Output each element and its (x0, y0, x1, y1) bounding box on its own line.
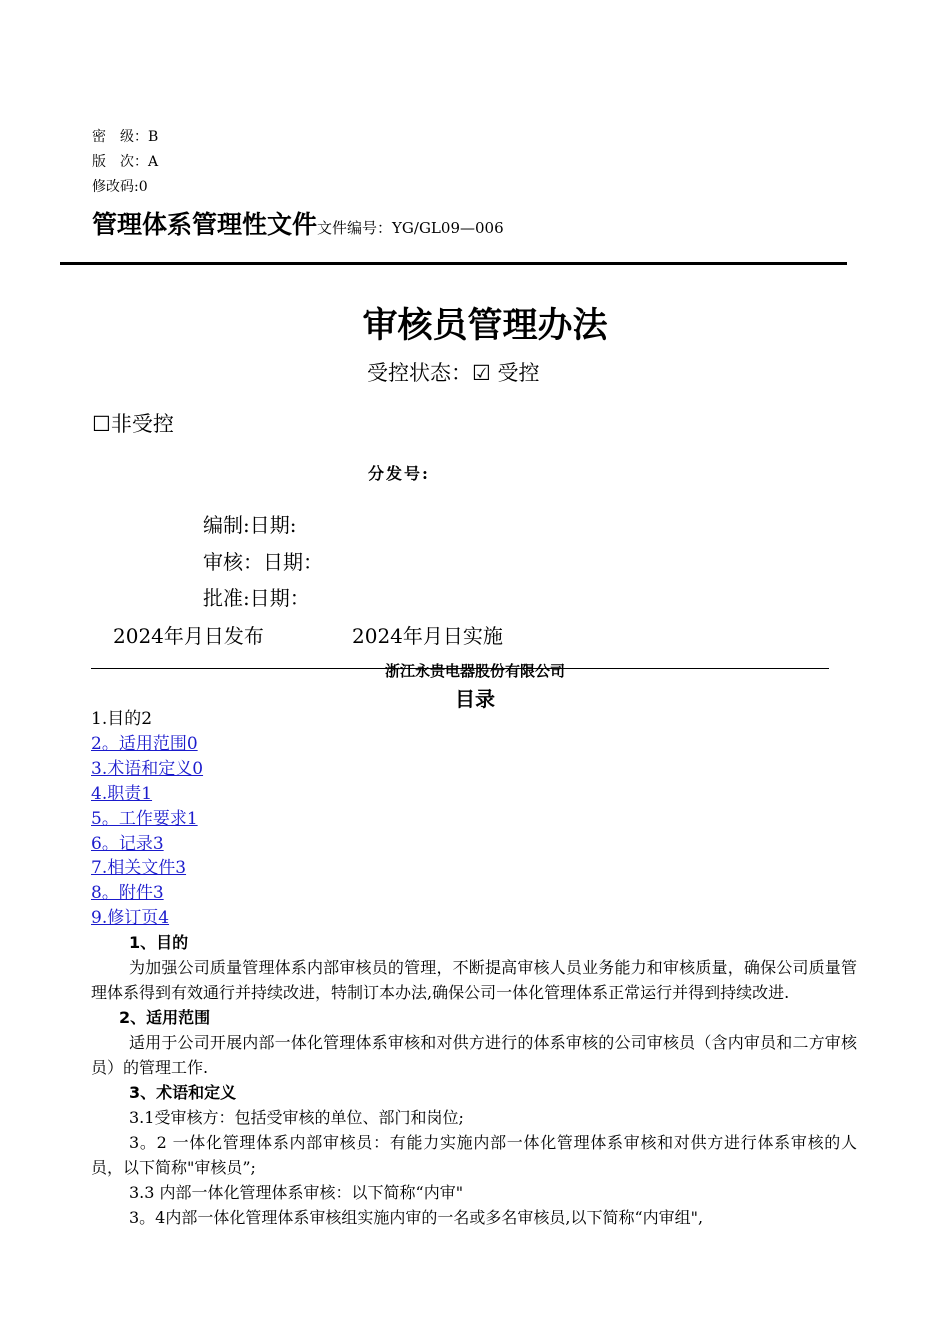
toc-item-purpose: 1.目的2 (91, 709, 153, 729)
toc-link-scope[interactable]: 2。适用范围0 (91, 733, 198, 754)
term-3-1: 3.1受审核方：包括受审核的单位、部门和岗位; (129, 1108, 464, 1127)
approved-by: 批准:日期： (203, 586, 310, 610)
toc-link-duties[interactable]: 4.职责1 (91, 783, 153, 804)
page-title: 审核员管理办法 (362, 306, 608, 346)
distribution-number: 分发号: (368, 464, 430, 483)
toc-link-attachments[interactable]: 8。附件3 (91, 883, 164, 904)
term-3-3: 3.3 内部一体化管理体系审核：以下简称“内审" (129, 1183, 464, 1202)
header-divider (60, 262, 847, 265)
toc-item[interactable] (91, 757, 203, 782)
effective-date: 2024年月日实施 (352, 624, 503, 648)
section-text-purpose: 为加强公司质量管理体系内部审核员的管理，不断提高审核人员业务能力和审核质量，确保公司质量管理体系得到有效通行并持续改进，特制订本办法,确保公司一体化管理体系正常运行并得到持续改进. (91, 958, 857, 1002)
document-number: 文件编号：YG/GL09—006 (317, 219, 504, 237)
document-type: 管理体系管理性文件 (92, 210, 318, 239)
section-heading-terms: 3、术语和定义 (129, 1083, 237, 1102)
revision-code: 修改码:0 (92, 179, 148, 195)
toc-item[interactable] (91, 856, 203, 881)
uncontrolled-checkbox: ☐非受控 (92, 412, 174, 436)
toc-link-revision-page[interactable]: 9.修订页4 (91, 908, 170, 929)
control-status: 受控状态：☑ 受控 (367, 361, 540, 385)
document-body (91, 930, 857, 1230)
table-of-contents (91, 707, 203, 931)
document-type-line (92, 205, 504, 241)
toc-link-terms[interactable]: 3.术语和定义0 (91, 758, 204, 779)
section-heading-purpose: 1、目的 (129, 933, 189, 952)
version: 版 次：A (92, 154, 159, 170)
toc-link-related-docs[interactable]: 7.相关文件3 (91, 858, 187, 879)
toc-title: 目录 (455, 687, 495, 711)
publish-date: 2024年月日发布 (113, 624, 264, 648)
toc-link-requirements[interactable]: 5。工作要求1 (91, 808, 198, 829)
toc-link-records[interactable]: 6。记录3 (91, 833, 164, 854)
toc-item[interactable] (91, 732, 203, 757)
toc-item (91, 707, 203, 732)
toc-item[interactable] (91, 881, 203, 906)
company-name: 浙江永贵电器股份有限公司 (384, 662, 565, 680)
section-heading-scope: 2、适用范围 (119, 1008, 211, 1027)
term-3-2: 3。2 一体化管理体系内部审核员：有能力实施内部一体化管理体系审核和对供方进行体系审核的人员，以下简称"审核员”; (91, 1133, 857, 1177)
toc-item[interactable] (91, 807, 203, 832)
section-text-scope: 适用于公司开展内部一体化管理体系审核和对供方进行的体系审核的公司审核员（含内审员和二方审核员）的管理工作. (91, 1033, 857, 1077)
reviewed-by: 审核：日期： (203, 550, 323, 574)
toc-item[interactable] (91, 906, 203, 931)
secret-level: 密 级：B (92, 129, 159, 145)
term-3-4: 3。4内部一体化管理体系审核组实施内审的一名或多名审核员,以下简称“内审组", (129, 1208, 704, 1227)
compiled-by: 编制:日期: (203, 513, 297, 537)
toc-item[interactable] (91, 782, 203, 807)
toc-item[interactable] (91, 832, 203, 857)
